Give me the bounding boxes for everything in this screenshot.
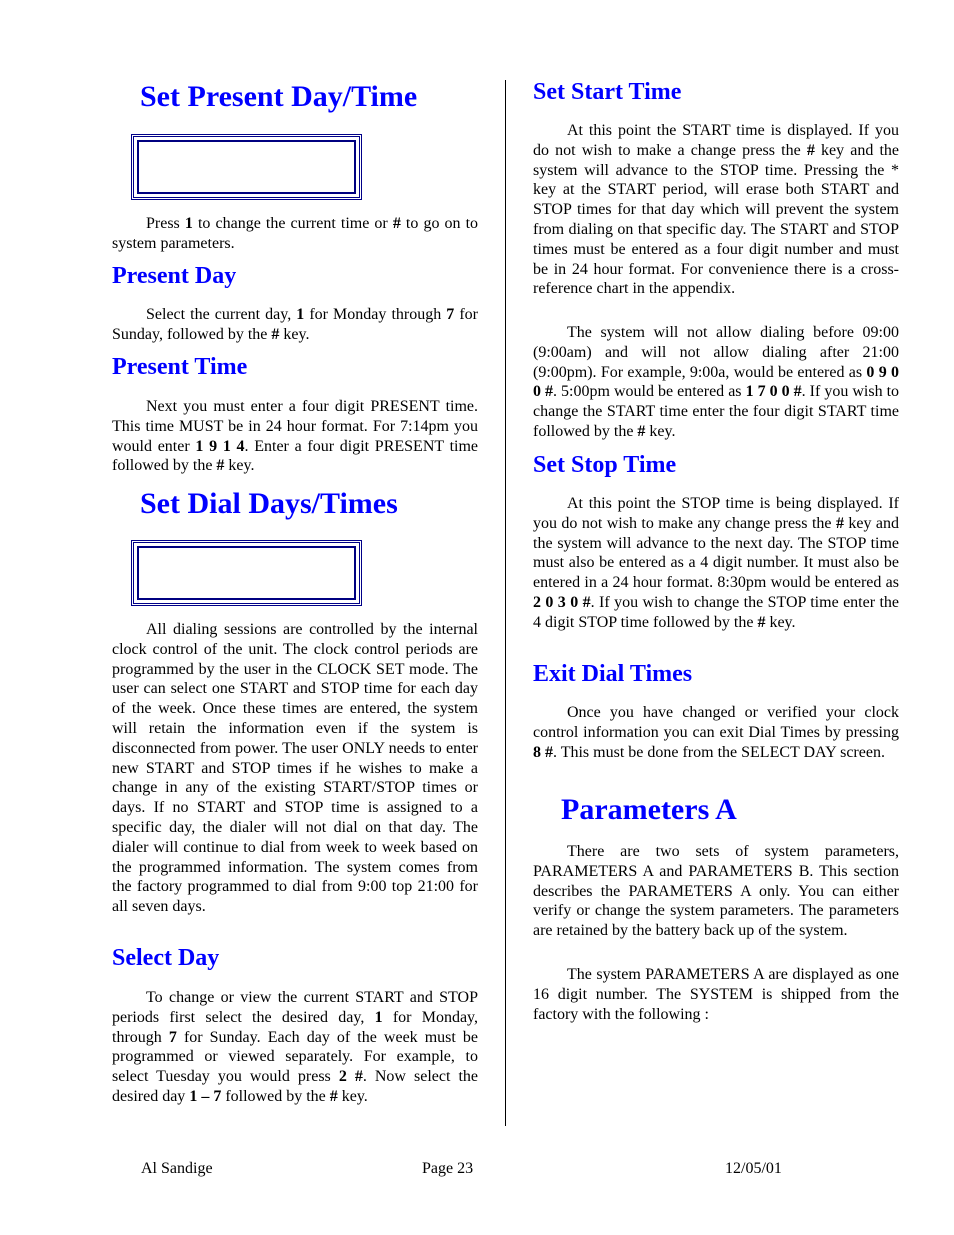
heading-set-present-day-time: Set Present Day/Time bbox=[140, 80, 418, 113]
footer-date: 12/05/01 bbox=[725, 1160, 782, 1177]
heading-set-start-time: Set Start Time bbox=[533, 79, 682, 105]
paragraph-present-intro: Press 1 to change the current time or # to go on to system parameters. bbox=[112, 215, 479, 252]
paragraph-start-time: At this point the START time is displayed. If you do not wish to make a change press the # key and the system will advance to the STOP time. Pressing the * key at the START period, will erase both START and STOP times for that day which will prevent the system from dialing on that specific day. The START and STOP times must be entered as a four digit number and must be in 24 hour format. For convenience there is a cross-reference chart in the appendix. bbox=[533, 122, 900, 298]
paragraph-parameters-intro: There are two sets of system parameters, PARAMETERS A and PARAMETERS B. This section describes the PARAMETERS A only. You can either verify or change the system parameters. The parameters are retained by the battery back up of the system. bbox=[533, 843, 899, 940]
paragraph-stop-time: At this point the STOP time is being displayed. If you do not wish to make any change press the # key and the system will advance to the next day. The STOP time must also be entered as a 4 digit number. It must also be entered in a 24 hour format. 8:30pm would be entered as 2 0 3 0 #. If you wish to change the STOP time enter the 4 digit STOP time followed by the # key. bbox=[533, 495, 900, 631]
paragraph-dialing-window: The system will not allow dialing before 09:00 (9:00am) and will not allow dialing after 21:00 (9:00pm). For example, 9:00a, would be entered as 0 9 0 0 #. 5:00pm would be entered as 1 7 0 0 #. If you wish to change the START time enter the four digit START time followed by the # key. bbox=[533, 324, 900, 440]
lcd-display-box bbox=[131, 134, 362, 200]
heading-set-stop-time: Set Stop Time bbox=[533, 452, 677, 478]
heading-select-day: Select Day bbox=[112, 945, 220, 971]
heading-present-time: Present Time bbox=[112, 354, 248, 380]
heading-present-day: Present Day bbox=[112, 263, 237, 289]
column-divider bbox=[505, 80, 506, 1126]
paragraph-select-day: To change or view the current START and STOP periods first select the desired day, 1 for Monday, through 7 for Sunday. Each day of the week must be programmed or viewed separately. For example, to select Tuesday you would press 2 #. Now select the desired day 1 – 7 followed by the # key. bbox=[112, 989, 479, 1105]
heading-parameters-a: Parameters A bbox=[561, 793, 737, 826]
paragraph-dial-sessions: All dialing sessions are controlled by the internal clock control of the unit. The clock control periods are programmed by the user in the CLOCK SET mode. The user can select one START and STOP time for each day of the week. Once these times are entered, the system will retain the information even if the system is disconnected from power. The user ONLY needs to enter new START and STOP times if he wishes to make a change in any of the existing START/STOP times or days. If no START and STOP time is assigned to a specific day, the dialer will not dial on that day. The dialer will continue to dial from week to week based on the programmed information. The system comes from the factory programmed to dial from 9:00 top 21:00 for all seven days. bbox=[112, 621, 478, 916]
paragraph-parameters-display: The system PARAMETERS A are displayed as one 16 digit number. The SYSTEM is shipped from the factory with the following : bbox=[533, 966, 899, 1023]
lcd-display-box bbox=[131, 540, 362, 606]
footer-page-number: Page 23 bbox=[422, 1160, 474, 1177]
heading-exit-dial-times: Exit Dial Times bbox=[533, 661, 693, 687]
paragraph-exit-dial-times: Once you have changed or verified your clock control information you can exit Dial Times by pressing 8 #. This must be done from the SELECT DAY screen. bbox=[533, 704, 899, 761]
paragraph-present-time: Next you must enter a four digit PRESENT time. This time MUST be in 24 hour format. For 7:14pm you would enter 1 9 1 4. Enter a four digit PRESENT time followed by the # key. bbox=[112, 398, 479, 475]
paragraph-present-day: Select the current day, 1 for Monday through 7 for Sunday, followed by the # key. bbox=[112, 306, 478, 343]
heading-set-dial-days-times: Set Dial Days/Times bbox=[140, 487, 398, 520]
footer-author: Al Sandige bbox=[141, 1160, 213, 1177]
